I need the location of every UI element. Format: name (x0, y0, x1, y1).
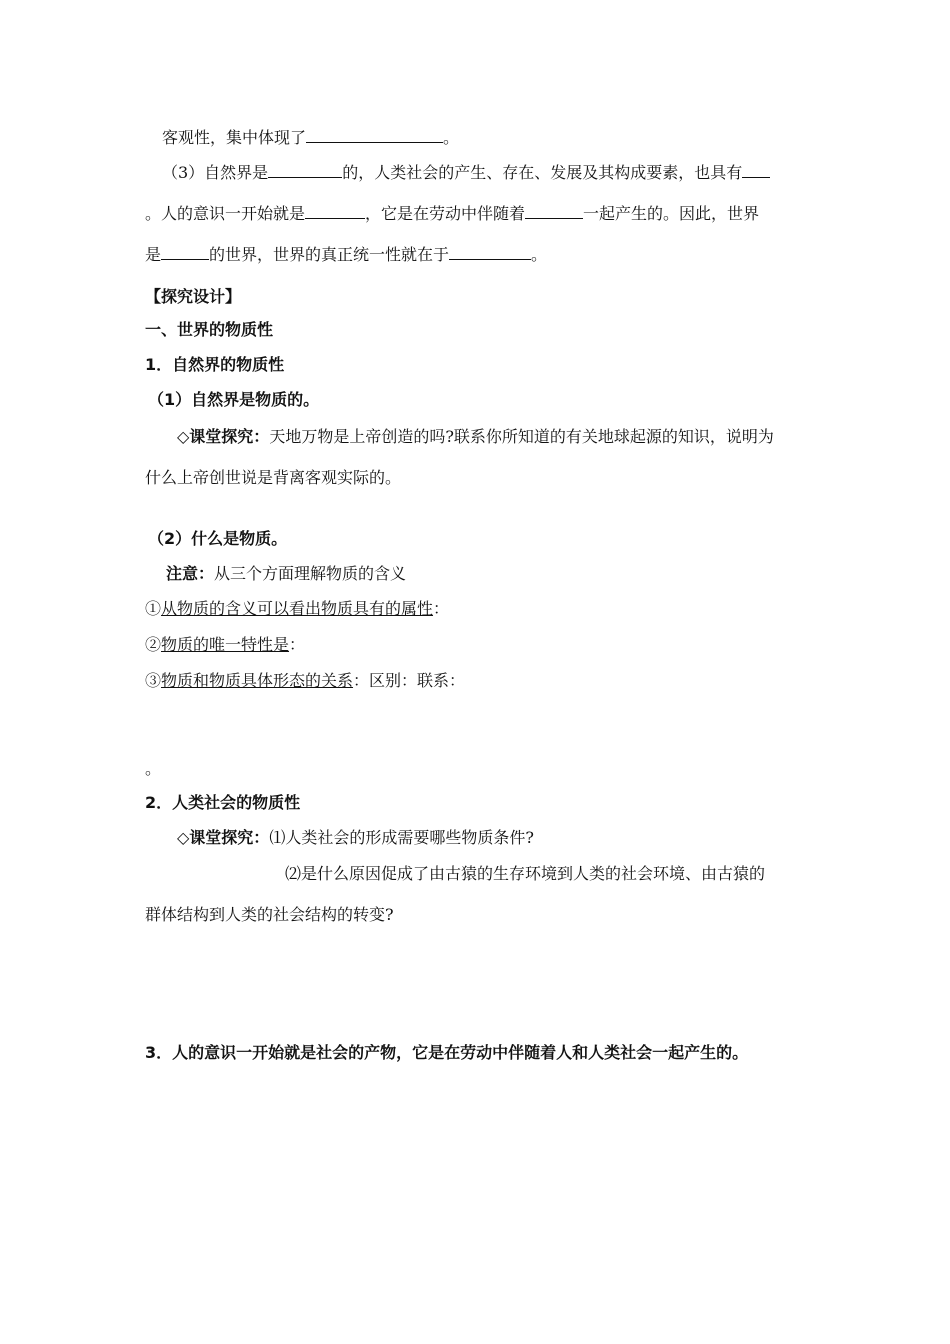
blank-line (268, 162, 342, 178)
explore-line-1 (177, 426, 774, 448)
blank-line (449, 244, 531, 260)
intro-text: ，它是在劳动中伴随着 (365, 204, 526, 223)
point-1 (145, 598, 449, 620)
explore2-line-2: ⑵是什么原因促成了由古猿的生存环境到人类的社会环境、由古猿的 (285, 864, 766, 883)
point-end: ：区别：联系： (353, 671, 466, 690)
point-end: ： (289, 635, 306, 654)
intro-line-4 (145, 244, 547, 266)
point-text: 物质的唯一特性是 (161, 635, 290, 654)
explore-label: ◇课堂探究： (177, 427, 270, 446)
stray-period: 。 (145, 759, 162, 778)
intro-line-2 (162, 162, 770, 184)
point-number: ② (145, 635, 162, 654)
explore-line-2: 什么上帝创世说是背离客观实际的。 (145, 468, 402, 487)
blank-line (525, 203, 583, 219)
explore2-line-1 (177, 827, 534, 849)
intro-text: 。 (443, 128, 460, 147)
intro-line-1 (162, 127, 459, 149)
note-line (166, 563, 406, 585)
intro-text: 。 (531, 245, 548, 264)
item-heading-2: （2）什么是物质。 (148, 529, 288, 548)
intro-text: 的世界，世界的真正统一性就在于 (209, 245, 450, 264)
blank-line (306, 127, 443, 143)
blank-line (161, 244, 209, 260)
subsection-heading-1: 1．自然界的物质性 (145, 355, 285, 374)
intro-text: 是 (145, 245, 162, 264)
section-heading-1: 一、世界的物质性 (145, 320, 274, 339)
point-number: ③ (145, 671, 162, 690)
blank-line (742, 162, 770, 178)
point-end: ： (433, 599, 450, 618)
point-number: ① (145, 599, 162, 618)
subsection-heading-2: 2．人类社会的物质性 (145, 793, 301, 812)
point-text: 物质和物质具体形态的关系 (161, 671, 354, 690)
subsection-heading-3: 3．人的意识一开始就是社会的产物，它是在劳动中伴随着人和人类社会一起产生的。 (145, 1043, 749, 1062)
note-label: 注意： (166, 564, 215, 583)
item-heading-1: （1）自然界是物质的。 (148, 390, 320, 409)
explore-label: ◇课堂探究： (177, 828, 270, 847)
point-3 (145, 670, 465, 692)
note-text: 从三个方面理解物质的含义 (214, 564, 407, 583)
point-text: 从物质的含义可以看出物质具有的属性 (161, 599, 434, 618)
point-2 (145, 634, 305, 656)
intro-line-3 (145, 203, 759, 225)
intro-text: （3）自然界是 (162, 163, 269, 182)
blank-line (305, 203, 365, 219)
intro-text: 的，人类社会的产生、存在、发展及其构成要素，也具有 (342, 163, 743, 182)
explore2-line-3: 群体结构到人类的社会结构的转变? (145, 905, 394, 924)
explore-question-1: ⑴人类社会的形成需要哪些物质条件? (269, 828, 534, 847)
design-heading: 【探究设计】 (145, 287, 242, 306)
intro-text: 一起产生的。因此，世界 (583, 204, 760, 223)
intro-text: 客观性，集中体现了 (162, 128, 307, 147)
intro-text: 。人的意识一开始就是 (145, 204, 306, 223)
explore-text: 天地万物是上帝创造的吗?联系你所知道的有关地球起源的知识，说明为 (269, 427, 774, 446)
